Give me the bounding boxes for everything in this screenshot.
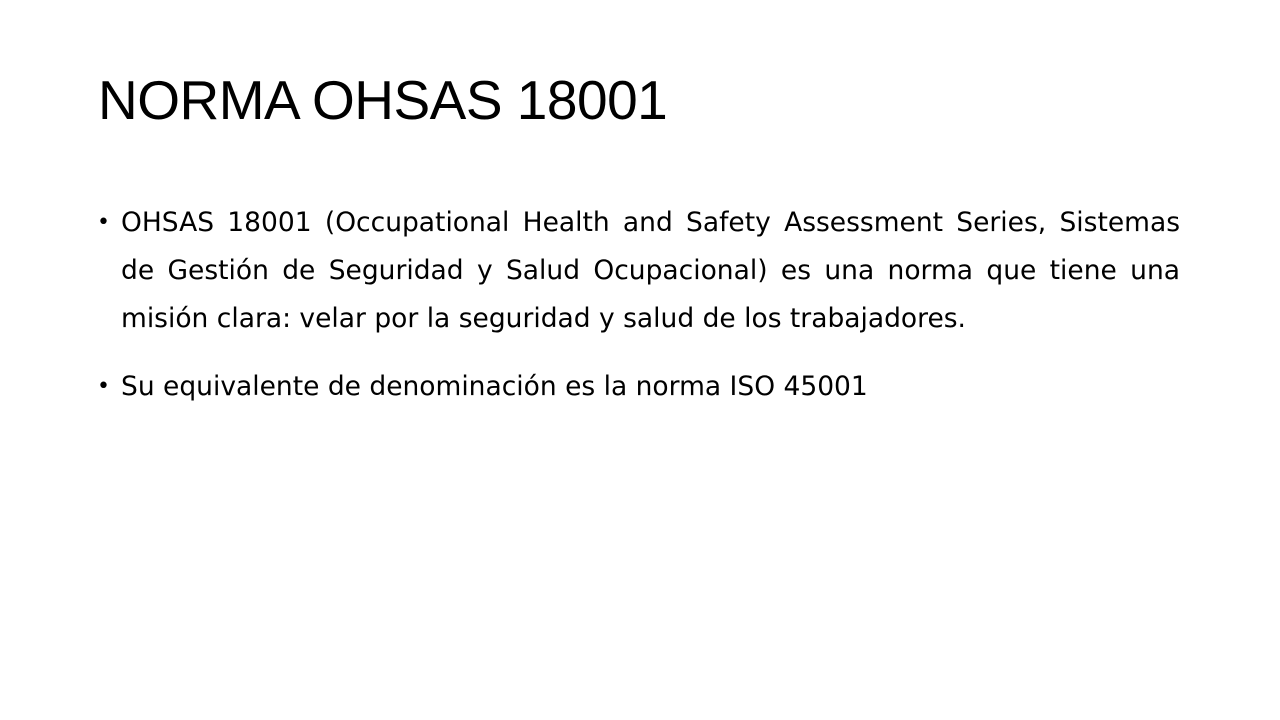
bullet-item-iso-equivalent: [97, 363, 1180, 411]
bullet-text: Su equivalente de denominación es la norma ISO 45001: [121, 371, 868, 402]
slide-title: NORMA OHSAS 18001: [98, 69, 668, 131]
bullet-icon: •: [97, 374, 110, 399]
bullet-list: [97, 199, 1180, 411]
bullet-text: OHSAS 18001 (Occupational Health and Safety Assessment Series, Sistemas de Gestión de Seguridad y Salud Ocupacional) es una norma que tiene una misión clara: velar por la seguridad y salud de los trabajadores.: [121, 207, 1180, 334]
bullet-icon: •: [97, 210, 110, 235]
bullet-item-ohsas-definition: [97, 199, 1180, 343]
